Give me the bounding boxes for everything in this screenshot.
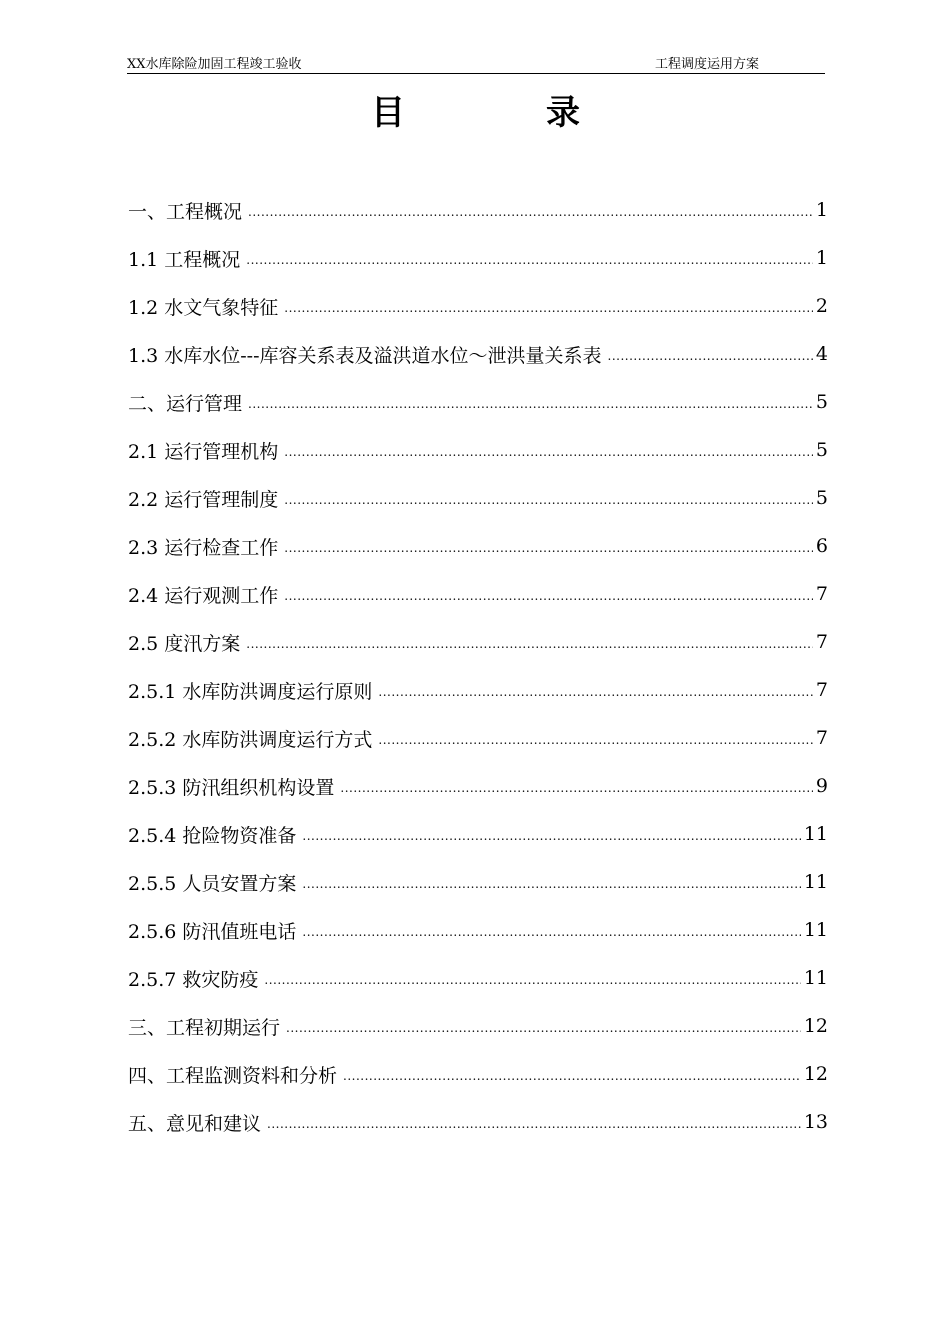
toc-entry-page: 13 xyxy=(803,1111,828,1133)
toc-leader-dots xyxy=(284,472,813,524)
page-title-char-2: 录 xyxy=(546,93,580,133)
toc-leader-dots xyxy=(343,1048,801,1100)
toc-entry-label: 1.3 水库水位---库容关系表及溢洪道水位～泄洪量关系表 xyxy=(128,344,602,367)
toc-leader-dots xyxy=(246,232,813,284)
toc-entry[interactable] xyxy=(128,954,828,1002)
toc-entry-page: 11 xyxy=(803,919,828,941)
toc-leader-dots xyxy=(302,808,800,860)
toc-entry-page: 11 xyxy=(803,823,828,845)
toc-entry-label: 二、运行管理 xyxy=(128,392,243,415)
toc-leader-dots xyxy=(246,616,813,668)
toc-entry-page: 7 xyxy=(815,727,828,749)
toc-leader-dots xyxy=(378,664,813,716)
toc-entry-label: 2.5.3 防汛组织机构设置 xyxy=(128,776,335,799)
toc-entry-label: 2.5.6 防汛值班电话 xyxy=(128,920,297,943)
toc-entry-page: 6 xyxy=(815,535,828,557)
header-document-title: XX水库除险加固工程竣工验收 xyxy=(127,57,302,72)
toc-entry-label: 2.5.4 抢险物资准备 xyxy=(128,824,297,847)
toc-entry-page: 11 xyxy=(803,871,828,893)
toc-leader-dots xyxy=(284,520,813,572)
toc-entry-label: 一、工程概况 xyxy=(128,200,243,223)
toc-entry-label: 2.5.5 人员安置方案 xyxy=(128,872,297,895)
toc-entry-label: 2.1 运行管理机构 xyxy=(128,440,279,463)
toc-entry-page: 12 xyxy=(803,1063,828,1085)
toc-leader-dots xyxy=(267,1096,801,1148)
toc-entry-page: 1 xyxy=(815,247,828,269)
toc-leader-dots xyxy=(248,184,813,236)
toc-entry-page: 5 xyxy=(815,391,828,413)
toc-leader-dots xyxy=(248,376,813,428)
toc-entry-label: 四、工程监测资料和分析 xyxy=(128,1064,338,1087)
toc-entry-page: 5 xyxy=(815,487,828,509)
page-title xyxy=(0,88,950,138)
toc-leader-dots xyxy=(264,952,800,1004)
header-section-title: 工程调度运用方案 xyxy=(655,57,760,72)
toc-entry[interactable] xyxy=(128,186,828,234)
toc-leader-dots xyxy=(284,568,813,620)
toc-leader-dots xyxy=(302,904,800,956)
toc-entry-label: 2.5.1 水库防洪调度运行原则 xyxy=(128,680,373,703)
page-header xyxy=(127,57,825,74)
toc-entry-label: 2.4 运行观测工作 xyxy=(128,584,279,607)
toc-entry-page: 4 xyxy=(815,343,828,365)
toc-entry-label: 2.5.2 水库防洪调度运行方式 xyxy=(128,728,373,751)
toc-leader-dots xyxy=(302,856,800,908)
toc-entry[interactable] xyxy=(128,570,828,618)
toc-entry[interactable] xyxy=(128,426,828,474)
table-of-contents xyxy=(128,186,828,1146)
toc-leader-dots xyxy=(340,760,813,812)
page-title-char-1: 目 xyxy=(371,93,405,133)
toc-entry[interactable] xyxy=(128,1002,828,1050)
toc-entry-page: 5 xyxy=(815,439,828,461)
toc-entry[interactable] xyxy=(128,522,828,570)
toc-entry[interactable] xyxy=(128,378,828,426)
toc-leader-dots xyxy=(284,424,813,476)
toc-entry-page: 7 xyxy=(815,679,828,701)
toc-entry[interactable] xyxy=(128,810,828,858)
toc-leader-dots xyxy=(608,328,813,380)
toc-entry-label: 2.5 度汛方案 xyxy=(128,632,241,655)
toc-entry-page: 9 xyxy=(815,775,828,797)
toc-leader-dots xyxy=(286,1000,801,1052)
toc-entry-label: 2.5.7 救灾防疫 xyxy=(128,968,259,991)
toc-entry[interactable] xyxy=(128,762,828,810)
toc-entry[interactable] xyxy=(128,1098,828,1146)
toc-entry-page: 11 xyxy=(803,967,828,989)
toc-entry-label: 1.1 工程概况 xyxy=(128,248,241,271)
toc-entry[interactable] xyxy=(128,282,828,330)
toc-entry-page: 1 xyxy=(815,199,828,221)
toc-entry-label: 三、工程初期运行 xyxy=(128,1016,281,1039)
toc-entry[interactable] xyxy=(128,1050,828,1098)
toc-entry[interactable] xyxy=(128,858,828,906)
toc-entry[interactable] xyxy=(128,666,828,714)
toc-leader-dots xyxy=(284,280,813,332)
toc-entry-page: 7 xyxy=(815,583,828,605)
toc-entry[interactable] xyxy=(128,474,828,522)
toc-entry[interactable] xyxy=(128,618,828,666)
toc-entry[interactable] xyxy=(128,714,828,762)
toc-entry[interactable] xyxy=(128,234,828,282)
toc-entry-label: 1.2 水文气象特征 xyxy=(128,296,279,319)
toc-entry-page: 12 xyxy=(803,1015,828,1037)
toc-entry-page: 2 xyxy=(815,295,828,317)
toc-entry-label: 五、意见和建议 xyxy=(128,1112,262,1135)
toc-entry[interactable] xyxy=(128,330,828,378)
toc-entry-label: 2.2 运行管理制度 xyxy=(128,488,279,511)
toc-entry-page: 7 xyxy=(815,631,828,653)
toc-leader-dots xyxy=(378,712,813,764)
toc-entry-label: 2.3 运行检查工作 xyxy=(128,536,279,559)
toc-entry[interactable] xyxy=(128,906,828,954)
